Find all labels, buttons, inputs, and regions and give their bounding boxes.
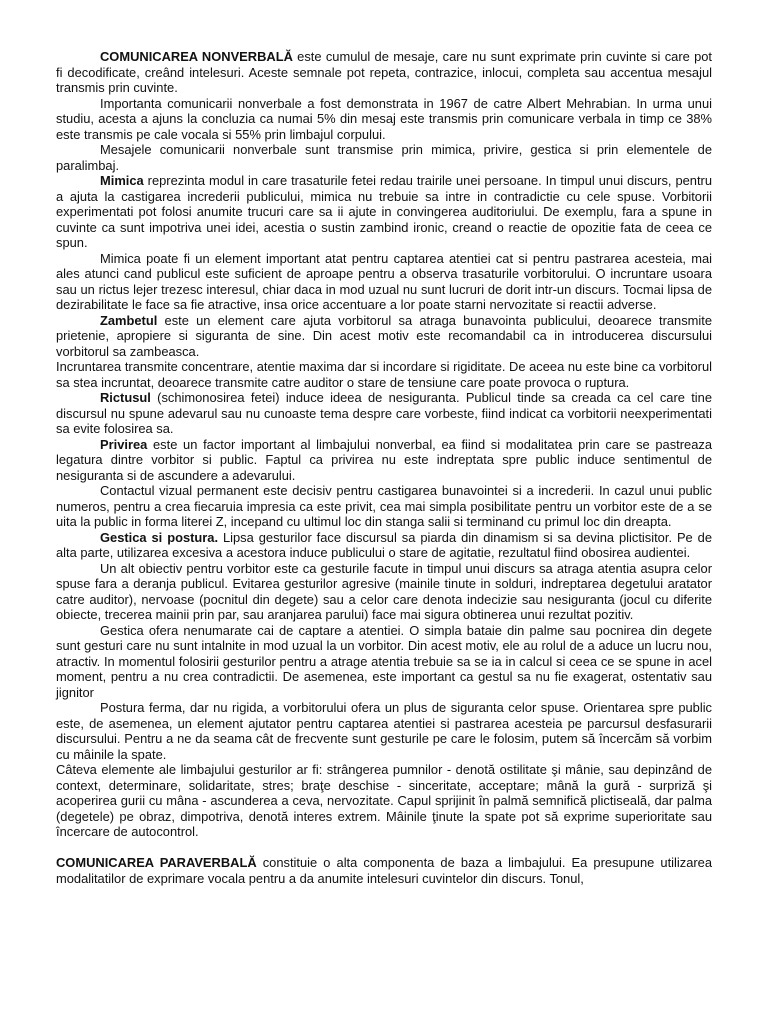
paragraph — [56, 49, 712, 96]
paragraph — [56, 762, 712, 840]
paragraph — [56, 390, 712, 437]
paragraph — [56, 251, 712, 313]
paragraph — [56, 483, 712, 530]
paragraph — [56, 142, 712, 173]
paragraph-text: Importanta comunicarii nonverbale a fost demonstrata in 1967 de catre Albert Mehrabian. In urma unui studiu, acesta a ajuns la concluzia ca numai 5% din mesaj este transmis prin comunicare verbala in timp ce 38% este transmis pe cale vocala si 55% prin limbajul corpului. — [56, 95, 712, 142]
paragraph — [56, 530, 712, 561]
paragraph-text: Lipsa gesturilor face discursul sa piarda din dinamism si sa devina plictisitor. Pe de alta parte, utilizarea excesiva a acestora induce publicului o stare de agitatie, rezultatul fiind obosirea audientei. — [56, 529, 712, 560]
paragraph-text: este cumulul de mesaje, care nu sunt exprimate prin cuvinte si care pot fi decodificate, creând intelesuri. Aceste semnale pot repeta, contrazice, inlocui, completa sau accentua mesajul transmis prin cuvinte. — [56, 49, 712, 95]
paragraph-heading: Mimica — [100, 173, 144, 188]
paragraph — [56, 700, 712, 762]
paragraph-text: Un alt obiectiv pentru vorbitor este ca gesturile facute in timpul unui discurs sa atraga atentia asupra celor spuse fara a deranja publicul. Evitarea gesturilor agresive (mainile tinute in solduri, indreptarea degetului aratator catre auditor), nervoase (pocnitul din degete) sau a celor care denota indecizie sau nesiguranta (jocul cu diferite obiecte, trecerea mainii prin par, sau aranjarea parului) face mai sigura obtinerea unui rezultat pozitiv. — [56, 560, 712, 622]
paragraph-text: Postura ferma, dar nu rigida, a vorbitorului ofera un plus de siguranta celor spuse. Orientarea spre public este, de asemenea, un element ajutator pentru captarea atentiei si pastrarea acesteia pe parcursul desfasurarii discursului. Pentru a ne da seama cât de frecvente sunt gesturile pe care le folosim, putem să încercăm să vorbim cu mâinile la spate. — [56, 700, 712, 762]
paragraph-heading: COMUNICAREA NONVERBALĂ — [100, 49, 293, 64]
paragraph — [56, 96, 712, 143]
paragraph-heading: COMUNICAREA PARAVERBALĂ — [56, 855, 257, 870]
paragraph — [56, 623, 712, 701]
paragraph-text: Contactul vizual permanent este decisiv pentru castigarea bunavointei si a increderii. In cazul unui public numeros, pentru a crea fiecaruia impresia ca este privit, cea mai simpla posibilitate pentru un vorbitor este de a se uita la public in forma literei Z, incepand cu ultimul loc din stanga salii si terminand cu primul loc din dreapta. — [56, 483, 712, 529]
paragraph-text: constituie o alta componenta de baza a limbajului. Ea presupune utilizarea modalitatilor de exprimare vocala pentru a da anumite intelesuri cuvintelor din discurs. Tonul, — [56, 855, 712, 886]
paragraph-text: Incruntarea transmite concentrare, atentie maxima dar si incordare si rigiditate. De aceea nu este bine ca vorbitorul sa stea incruntat, deoarece transmite catre auditor o stare de tensiune care poate provoca o ruptura. — [56, 359, 712, 390]
paragraph-text: reprezinta modul in care trasaturile fetei redau trairile unei persoane. In timpul unui discurs, pentru a ajuta la castigarea increderii publicului, mimica nu trebuie sa intre in contradictie cu cele spuse. Vorbitorii experimentati pot folosi anumite trucuri care sa ii ajute in convingerea auditoriului. De exemplu, fara a spune in cuvinte ca sunt impotriva unei idei, acestia o sustin zambind ironic, creand o reactie de opozitie fata de ceea ce spun. — [56, 173, 712, 250]
paragraph-spacer — [56, 840, 712, 856]
paragraph-text: Gestica ofera nenumarate cai de captare a atentiei. O simpla bataie din palme sau pocnirea din degete sunt gesturi care nu sunt intalnite in mod uzual la un vorbitor. Din acest motiv, ele au rolul de a aduce un lucru nou, atractiv. In momentul folosirii gesturilor pentru a atrage atentia trebuie sa se ia in calcul si ceea ce se spune in acel moment, pentru a nu crea contradictii. De asemenea, este important ca gestul sa nu fie exagerat, ostentativ sau jignitor — [56, 622, 712, 700]
paragraph-heading: Gestica si postura. — [100, 529, 219, 545]
paragraph-heading: Rictusul — [100, 390, 151, 405]
paragraph — [56, 561, 712, 623]
paragraph-text: Câteva elemente ale limbajului gesturilor ar fi: strângerea pumnilor - denotă ostilitate şi mânie, sau depinzând de context, determinare, solidaritate, stres; braţe deschise - sinceritate, acceptare; mână la gură - surpriză şi acoperirea gurii cu mâna - ascunderea a ceva, nervozitate. Capul sprijinit în palmă semnifică plictiseală, dar palma (degetele) pe obraz, dimpotriva, denotă interes extrem. Mâinile ţinute la spate pot să exprime superioritate sau încercare de autocontrol. — [56, 762, 712, 839]
paragraph-text: este un element care ajuta vorbitorul sa atraga bunavointa publicului, deoarece transmite prietenie, apropiere si siguranta de sine. Din acest motiv este recomandabil ca in introducerea discursului vorbitorul sa zambeasca. — [56, 312, 712, 359]
paragraph — [56, 855, 712, 886]
paragraph — [56, 359, 712, 390]
paragraph — [56, 437, 712, 484]
paragraph-heading: Privirea — [100, 436, 148, 452]
paragraph-text: Mesajele comunicarii nonverbale sunt transmise prin mimica, privire, gestica si prin elementele de paralimbaj. — [56, 142, 712, 173]
paragraph-text: (schimonosirea fetei) induce ideea de nesiguranta. Publicul tinde sa creada ca cel care tine discursul nu spune adevarul sau nu cunoaste tema despre care vorbeste, fiind indicat ca vorbitorii neexperimentati sa evite folosirea sa. — [56, 390, 712, 436]
document-page — [56, 49, 712, 886]
paragraph — [56, 313, 712, 360]
paragraph-text: este un factor important al limbajului nonverbal, ea fiind si modalitatea prin care se pastreaza legatura dintre vorbitor si public. Faptul ca privirea nu este indreptata spre public induce sentimentul de nesiguranta si de ascundere a adevarului. — [56, 436, 712, 483]
paragraph-heading: Zambetul — [100, 312, 158, 328]
paragraph — [56, 173, 712, 251]
paragraph-text: Mimica poate fi un element important atat pentru captarea atentiei cat si pentru pastrarea acesteia, mai ales atunci cand publicul este suficient de aproape pentru a observa trasaturile vorbitorului. O incruntare usoara sau un rictus lejer trezesc interesul, chiar daca in mod uzual nu sunt lucruri de dorit intr-un discurs. Tocmai lipsa de dezirabilitate le face sa fie atractive, insa orice accentuare a lor poate starni nervozitate si reactii adverse. — [56, 250, 712, 312]
